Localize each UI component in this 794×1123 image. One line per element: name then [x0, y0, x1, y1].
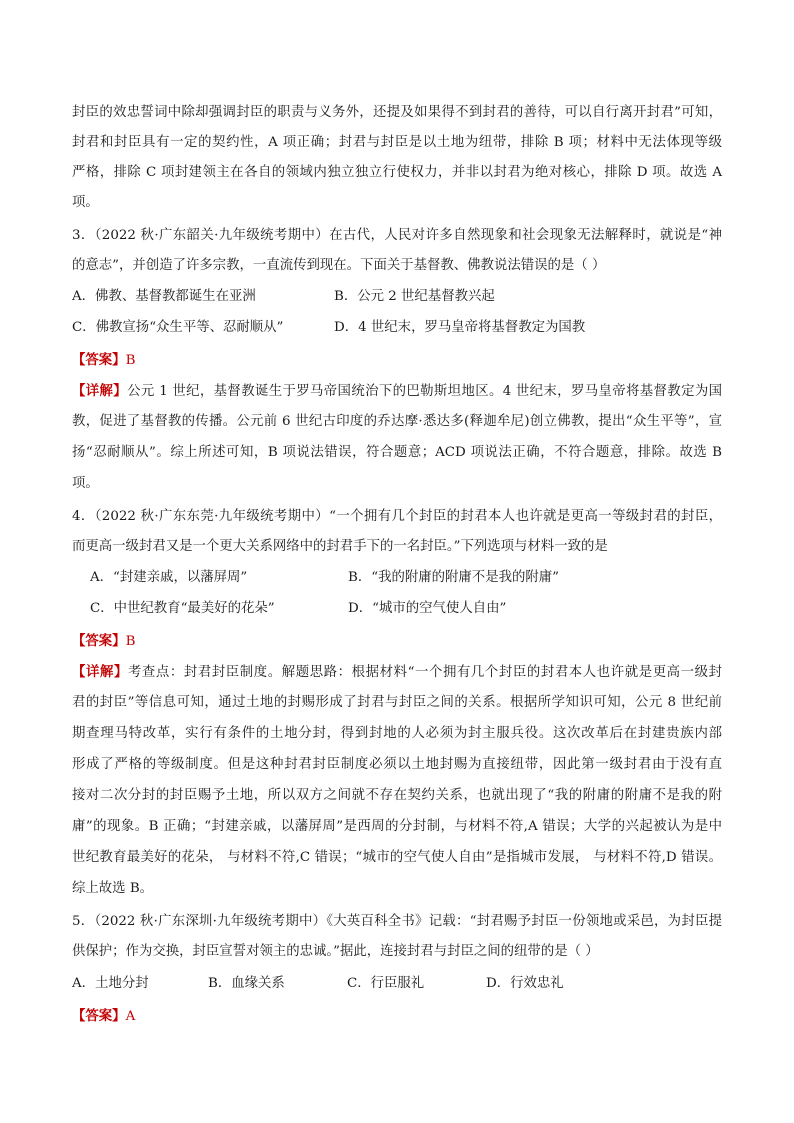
text-line: 封臣的效忠誓词中除却强调封臣的职责与义务外，还提及如果得不到封君的善待，可以自行离开封君”可知，: [72, 105, 722, 120]
detail-text: 考查点：封君封臣制度。解题思路：根据材料“一个拥有几个封臣的封君本人也许就是更高一级封: [127, 665, 723, 680]
text-line: 接对二次分封的封臣赐予土地，所以双方之间就不存在契约关系，也就出现了“我的附庸的附庸不是我的附: [72, 788, 722, 803]
question-4-stem: 4．（2022 秋·广东东莞·九年级统考期中）“一个拥有几个封臣的封君本人也许就是更高一等级封君的封臣，: [72, 509, 722, 524]
question-5-option-c: C．行臣服礼: [347, 976, 425, 991]
text-line: 期查理马特改革，实行有条件的土地分封，得到封地的人必须为封主服兵役。这次改革后在封建贵族内部: [72, 726, 722, 741]
text-line: 世纪教育最美好的花朵， 与材料不符,C 错误；“城市的空气使人自由”是指城市发展， 与材料不符,D 错误。: [72, 850, 722, 865]
answer-tag: 【答案】: [72, 352, 126, 368]
text-line: 综上故选 B。: [72, 881, 154, 896]
text-line: 君的封臣”等信息可知，通过土地的封赐形成了封君与封臣之间的关系。根据所学知识可知，公元 8 世纪前: [72, 695, 722, 710]
question-3-stem: 3．（2022 秋·广东韶关·九年级统考期中）在古代，人民对许多自然现象和社会现象无法解释时，就说是“神: [72, 228, 722, 243]
question-3-answer: [72, 350, 135, 370]
detail-tag: 【详解】: [72, 383, 128, 399]
answer-value: A: [125, 1009, 136, 1024]
detail-tag: 【详解】: [72, 664, 128, 680]
question-5-answer: [72, 1006, 135, 1026]
question-3-option-d: D．4 世纪末，罗马皇帝将基督教定为国教: [334, 320, 586, 335]
question-3-option-a: A．佛教、基督教都诞生在亚洲: [72, 289, 256, 304]
text-line: 项。: [72, 195, 99, 210]
question-4-option-c: C．中世纪教育“最美好的花朵”: [90, 601, 275, 616]
text-line: 教，促进了基督教的传播。公元前 6 世纪古印度的乔达摩·悉达多(释迦牟尼)创立佛教，提出“众生平等”，宣: [72, 414, 722, 429]
question-4-option-d: D．“城市的空气使人自由”: [348, 601, 507, 616]
question-3-option-c: C．佛教宣扬“众生平等、忍耐顺从”: [72, 320, 284, 335]
answer-tag: 【答案】: [72, 1008, 126, 1024]
detail-text: 公元 1 世纪，基督教诞生于罗马帝国统治下的巴勒斯坦地区。4 世纪末，罗马皇帝将基督教定为国: [127, 384, 722, 399]
answer-value: B: [125, 353, 136, 368]
question-5-option-d: D．行效忠礼: [486, 976, 564, 991]
text-line: 庸”的现象。B 正确；“封建亲戚，以藩屏周”是西周的分封制，与材料不符,A 错误；大学的兴起被认为是中: [72, 819, 722, 834]
text-line: 形成了严格的等级制度。但是这种封君封臣制度必须以土地封赐为直接纽带，因此第一级封君由于没有直: [72, 757, 722, 772]
question-5-option-a: A．土地分封: [72, 976, 149, 991]
question-3-option-b: B．公元 2 世纪基督教兴起: [334, 289, 495, 304]
question-4-option-b: B．“我的附庸的附庸不是我的附庸”: [348, 570, 559, 585]
text-line: 封君和封臣具有一定的契约性，A 项正确；封君与封臣是以土地为纽带，排除 B 项；材料中无法体现等级: [72, 135, 722, 150]
question-5-option-b: B．血缘关系: [208, 976, 285, 991]
question-4-option-a: A．“封建亲戚，以藩屏周”: [90, 570, 248, 585]
question-4-detail: [72, 662, 722, 682]
answer-value: B: [125, 634, 136, 649]
question-4-stem-cont: 而更高一级封君又是一个更大关系网络中的封君手下的一名封臣。”下列选项与材料一致的是: [72, 539, 608, 554]
text-line: 严格，排除 C 项封建领主在各自的领域内独立独立行使权力，并非以封君为绝对核心，排除 D 项。故选 A: [72, 165, 722, 180]
question-3-stem-cont: 的意志”，并创造了许多宗教，一直流传到现在。下面关于基督教、佛教说法错误的是（ ）: [72, 258, 606, 273]
question-3-detail: [72, 381, 722, 401]
answer-tag: 【答案】: [72, 633, 126, 649]
question-5-stem-cont: 供保护；作为交换，封臣宣誓对领主的忠诚。”据此，连接封君与封臣之间的纽带的是（ ）: [72, 944, 599, 959]
text-line: 项。: [72, 476, 99, 491]
question-5-stem: 5．（2022 秋·广东深圳·九年级统考期中）《大英百科全书》记载：“封君赐予封臣一份领地或采邑，为封臣提: [72, 914, 722, 929]
text-line: 扬“忍耐顺从”。综上所述可知，B 项说法错误，符合题意；ACD 项说法正确，不符合题意，排除。故选 B: [72, 445, 722, 460]
question-4-answer: [72, 631, 135, 651]
